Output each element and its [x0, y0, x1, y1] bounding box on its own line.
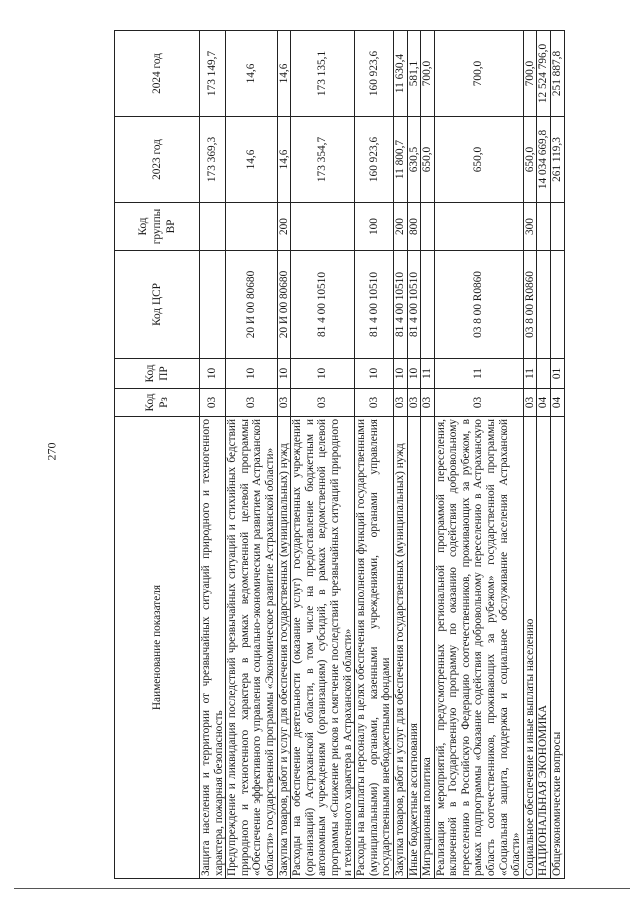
row-csr: 81 4 00 10510 [407, 251, 421, 359]
row-pr: 10 [226, 359, 277, 389]
table-row [277, 31, 291, 879]
row-name: Расходы на выплаты персоналу в целях обеспечения выполнения функций государственными (муниципальными) органами, казенными учреждениями, органами управления государственными внебюджетными фондами [355, 417, 394, 879]
row-vr: 800 [407, 203, 421, 251]
table-row [393, 31, 407, 879]
row-vr: 300 [523, 203, 537, 251]
row-rz: 03 [393, 389, 407, 417]
row-name: Социальное обеспечение и иные выплаты населению [523, 417, 537, 879]
page-bottom-rule [14, 888, 630, 889]
row-vr [434, 203, 523, 251]
row-csr: 03 8 00 R0860 [434, 251, 523, 359]
row-2023: 14,6 [226, 117, 277, 203]
header-vr: Код группы ВР [115, 203, 200, 251]
row-name: Предупреждение и ликвидация последствий чрезвычайных ситуаций и стихийных бедствий природного и техногенного характера в рамках ведомственной целевой программы «Обеспечение эффективного управления социально-экономическим развитием Астраханской области» государственной программы «Экономическое развитие Астраханской области» [226, 417, 277, 879]
header-rz: Код Рз [115, 389, 200, 417]
row-2024: 12 524 796,0 [537, 31, 551, 117]
row-csr [421, 251, 435, 359]
row-rz: 04 [537, 389, 551, 417]
row-2024: 14,6 [226, 31, 277, 117]
row-2023: 173 369,3 [200, 117, 226, 203]
row-csr: 81 4 00 10510 [291, 251, 355, 359]
header-2023: 2023 год [115, 117, 200, 203]
row-pr: 10 [291, 359, 355, 389]
row-2023: 14,6 [277, 117, 291, 203]
row-csr: 81 4 00 10510 [393, 251, 407, 359]
row-2024: 700,0 [434, 31, 523, 117]
header-csr: Код ЦСР [115, 251, 200, 359]
row-2024: 173 149,7 [200, 31, 226, 117]
row-name: НАЦИОНАЛЬНАЯ ЭКОНОМИКА [537, 417, 551, 879]
table-row [421, 31, 435, 879]
row-vr [537, 203, 551, 251]
row-rz: 04 [551, 389, 565, 417]
row-name: Миграционная политика [421, 417, 435, 879]
row-2024: 173 135,1 [291, 31, 355, 117]
row-pr: 10 [393, 359, 407, 389]
row-2024: 160 923,6 [355, 31, 394, 117]
row-2023: 173 354,7 [291, 117, 355, 203]
row-pr: 10 [407, 359, 421, 389]
row-pr: 11 [421, 359, 435, 389]
row-pr: 10 [200, 359, 226, 389]
row-2023: 650,0 [421, 117, 435, 203]
row-2023: 630,5 [407, 117, 421, 203]
row-csr: 81 4 00 10510 [355, 251, 394, 359]
row-2023: 650,0 [523, 117, 537, 203]
page-number: 270 [44, 442, 59, 461]
row-pr [537, 359, 551, 389]
row-name: Реализация мероприятий, предусмотренных региональной программой переселения, включенной в Государственную программу по оказанию содействия добровольному переселению в Российскую Федерацию соотечественников, проживающих за рубежом, в рамках подпрограммы «Оказание содействия добровольному переселению в Астраханскую область соотечественников, проживающих за рубежом» государственной программы «Социальная защита, поддержка и социальное обслуживание населения Астраханской области» [434, 417, 523, 879]
row-vr [226, 203, 277, 251]
table-row [537, 31, 551, 879]
table-row [200, 31, 226, 879]
row-2023: 11 800,7 [393, 117, 407, 203]
row-vr [200, 203, 226, 251]
row-pr: 10 [355, 359, 394, 389]
table-row [551, 31, 565, 879]
row-2024: 700,0 [523, 31, 537, 117]
row-pr: 01 [551, 359, 565, 389]
table-row [226, 31, 277, 879]
row-rz: 03 [226, 389, 277, 417]
header-name: Наименование показателя [115, 417, 200, 879]
row-2024: 14,6 [277, 31, 291, 117]
row-csr: 20 И 00 80680 [226, 251, 277, 359]
row-vr [551, 203, 565, 251]
table-header-row [115, 31, 200, 879]
header-2024: 2024 год [115, 31, 200, 117]
row-rz: 03 [523, 389, 537, 417]
row-vr: 200 [277, 203, 291, 251]
row-csr [551, 251, 565, 359]
row-pr: 11 [434, 359, 523, 389]
row-2023: 160 923,6 [355, 117, 394, 203]
row-rz: 03 [291, 389, 355, 417]
row-csr: 20 И 00 80680 [277, 251, 291, 359]
row-2024: 581,1 [407, 31, 421, 117]
row-csr [200, 251, 226, 359]
row-csr [537, 251, 551, 359]
row-2024: 251 887,8 [551, 31, 565, 117]
row-pr: 10 [277, 359, 291, 389]
row-rz: 03 [407, 389, 421, 417]
row-name: Расходы на обеспечение деятельности (оказание услуг) государственных учреждений (организаций) Астраханской области, в том числе на предоставление бюджетным и автономным учреждениям (организациям) субсидий, в рамках ведомственной целевой программы «Снижение рисков и смягчение последствий чрезвычайных ситуаций природного и техногенного характера в Астраханской области» [291, 417, 355, 879]
row-2023: 261 119,3 [551, 117, 565, 203]
row-vr: 100 [355, 203, 394, 251]
row-vr: 200 [393, 203, 407, 251]
row-name: Закупка товаров, работ и услуг для обеспечения государственных (муниципальных) нужд [393, 417, 407, 879]
row-name: Защита населения и территории от чрезвычайных ситуаций природного и техногенного характера, пожарная безопасность [200, 417, 226, 879]
row-rz: 03 [277, 389, 291, 417]
row-2023: 650,0 [434, 117, 523, 203]
table-row [407, 31, 421, 879]
table-row [355, 31, 394, 879]
header-pr: Код ПР [115, 359, 200, 389]
row-name: Закупка товаров, работ и услуг для обеспечения государственных (муниципальных) нужд [277, 417, 291, 879]
row-2024: 700,0 [421, 31, 435, 117]
row-2024: 11 630,4 [393, 31, 407, 117]
row-name: Общеэкономические вопросы [551, 417, 565, 879]
row-rz: 03 [434, 389, 523, 417]
row-vr [421, 203, 435, 251]
table-row [434, 31, 523, 879]
row-name: Иные бюджетные ассигнования [407, 417, 421, 879]
table-row [523, 31, 537, 879]
row-rz: 03 [421, 389, 435, 417]
row-csr: 03 8 00 R0860 [523, 251, 537, 359]
budget-table-rotated [114, 31, 603, 879]
row-vr [291, 203, 355, 251]
budget-table [114, 30, 565, 879]
row-2023: 14 034 669,8 [537, 117, 551, 203]
row-rz: 03 [200, 389, 226, 417]
table-row [291, 31, 355, 879]
row-rz: 03 [355, 389, 394, 417]
row-pr: 11 [523, 359, 537, 389]
